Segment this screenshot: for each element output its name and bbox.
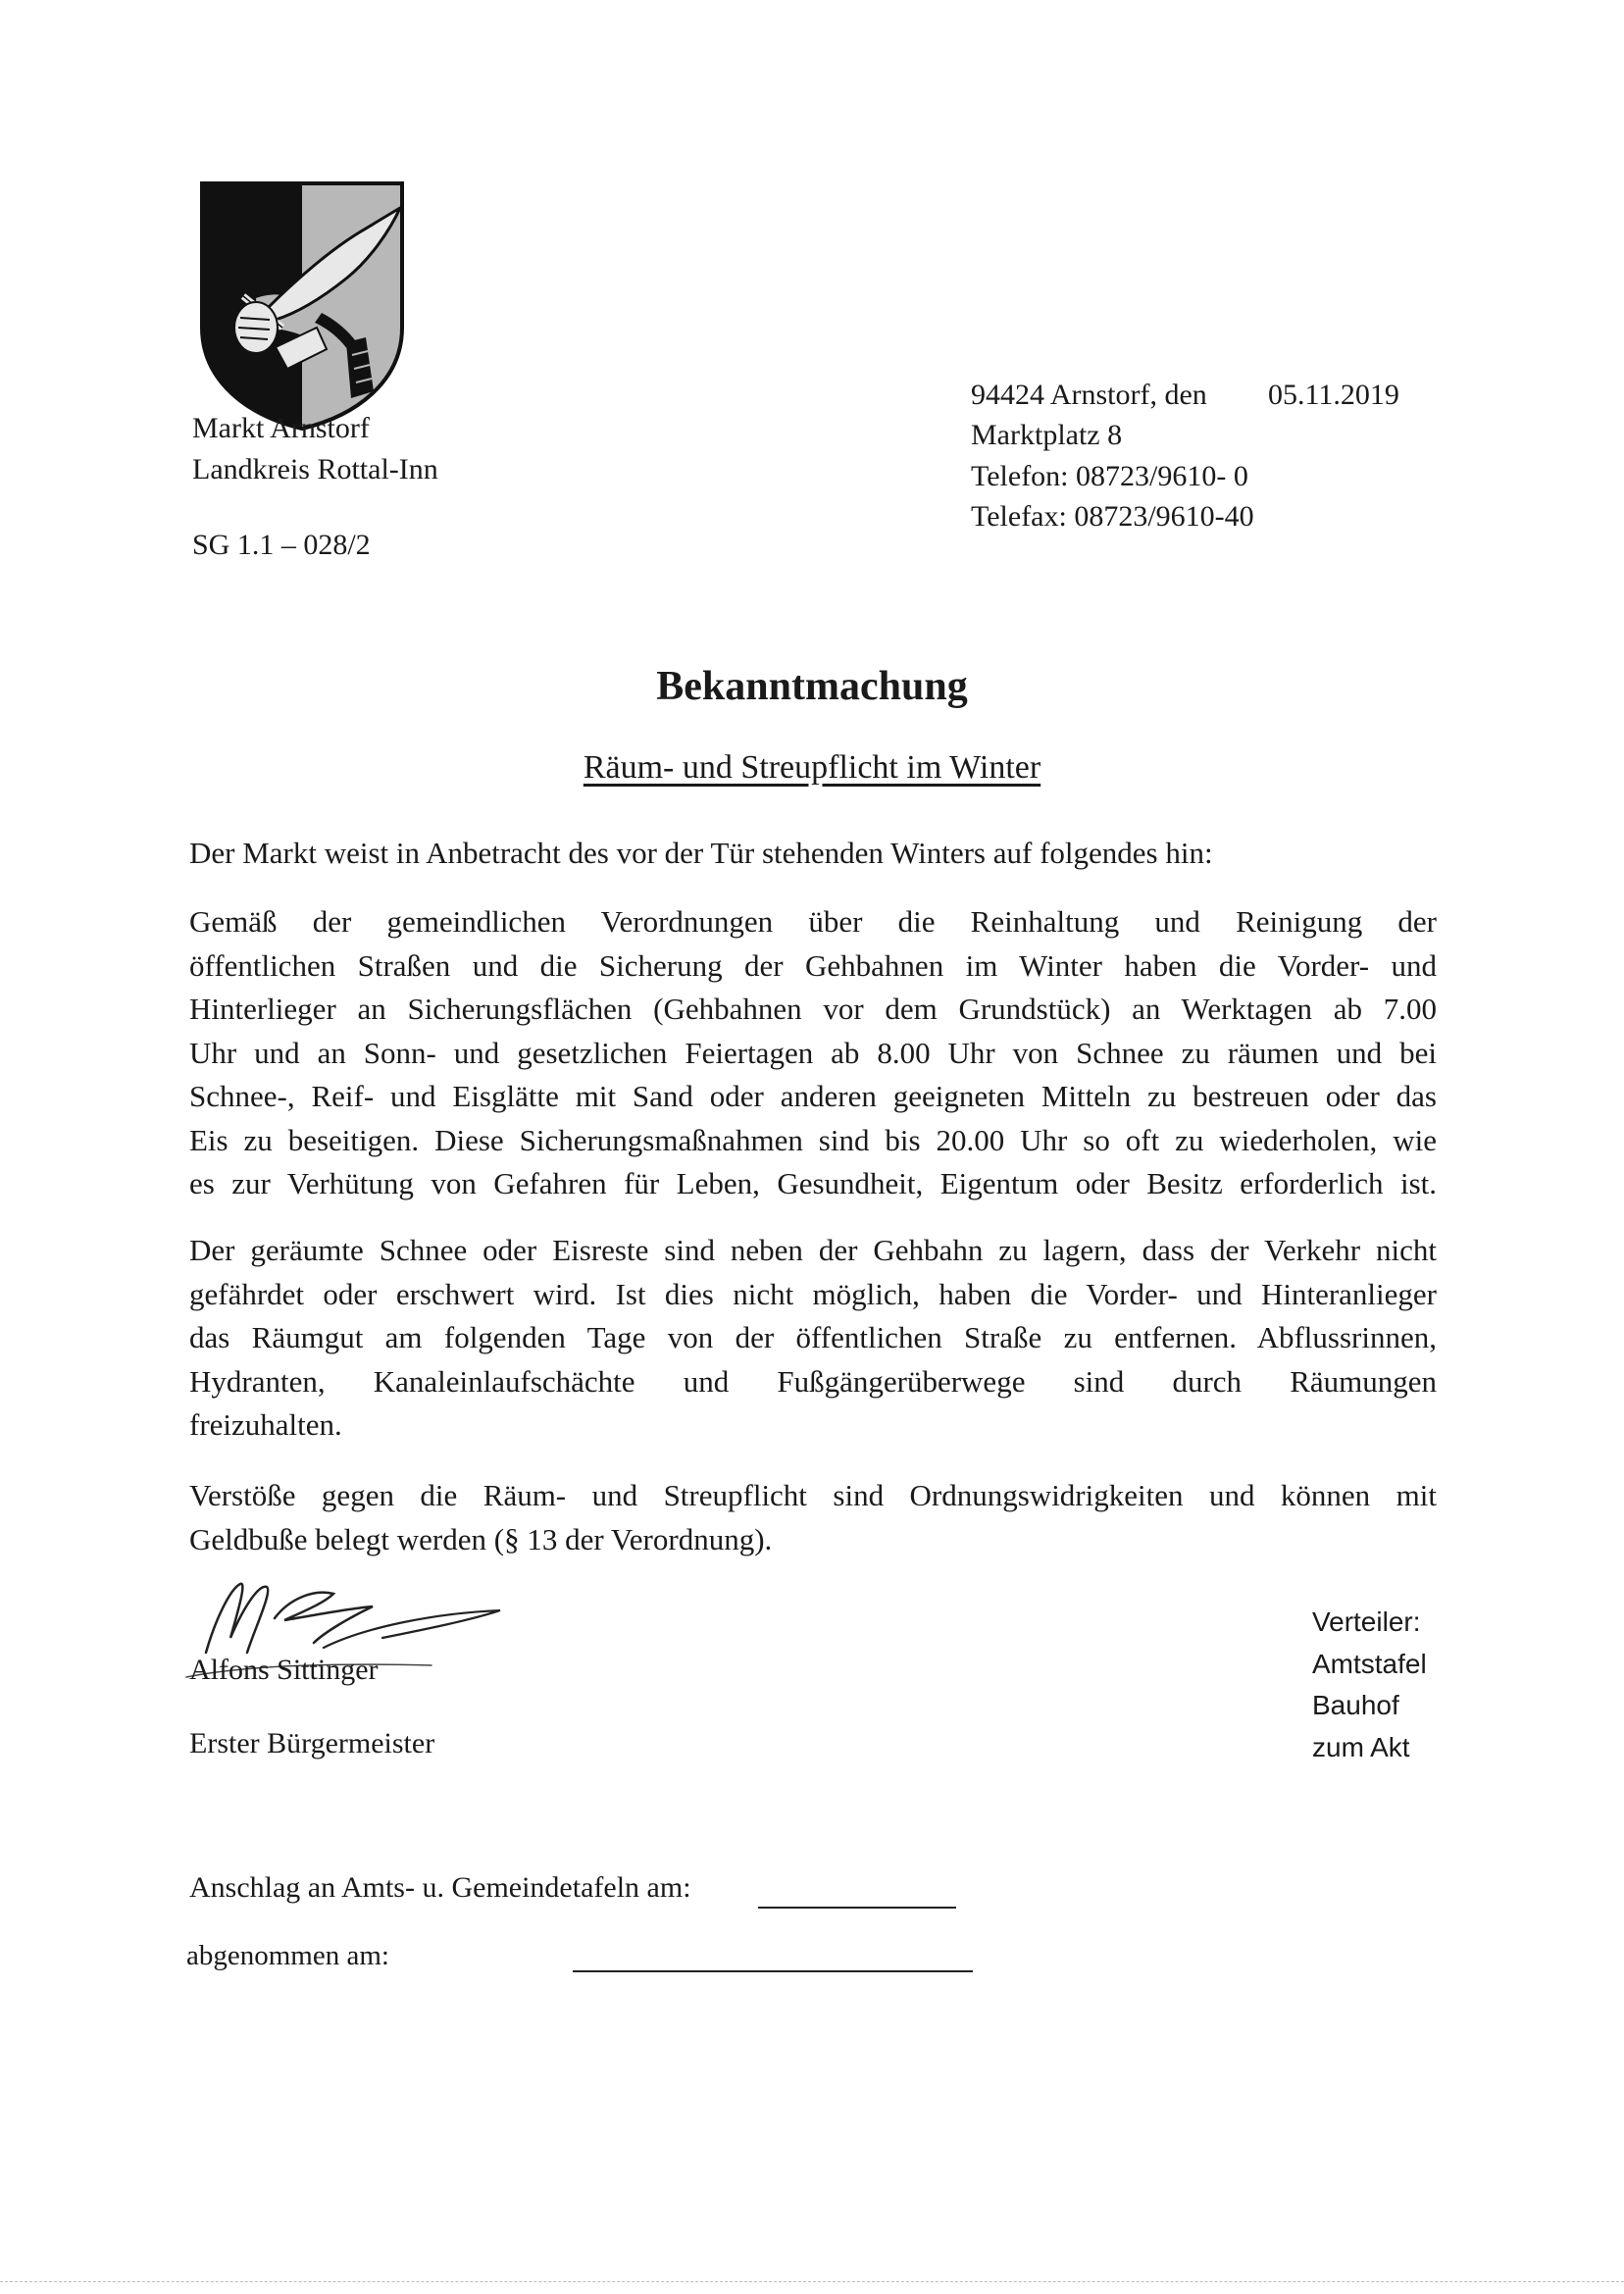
paragraph-line: öffentlichen Straßen und die Sicherung der Gehbahnen im Winter haben die Vorder- und [189, 947, 1437, 983]
paragraph-3 [189, 1474, 1437, 1561]
phone-number: Telefon: 08723/9610- 0 [971, 460, 1248, 492]
signatory-role: Erster Bürgermeister [189, 1727, 435, 1759]
place-date-prefix: 94424 Arnstorf, den [971, 379, 1207, 411]
coat-of-arms-logo [199, 180, 405, 432]
posted-date-blank[interactable] [758, 1907, 956, 1909]
paragraph-line: Uhr und an Sonn- und gesetzlichen Feiertagen ab 8.00 Uhr von Schnee zu räumen und bei [189, 1035, 1437, 1070]
removed-date-blank[interactable] [573, 1970, 973, 1972]
page-subtitle: Räum- und Streupflicht im Winter [583, 749, 1041, 786]
paragraph-line: gefährdet oder erschwert wird. Ist dies nicht möglich, haben die Vorder- und Hinteranlieger [189, 1276, 1437, 1311]
distribution-item: Amtstafel [1312, 1649, 1427, 1679]
distribution-item: zum Akt [1312, 1732, 1410, 1762]
signatory-name: Alfons Sittinger [189, 1654, 379, 1686]
paragraph-line: es zur Verhütung von Gefahren für Leben, Gesundheit, Eigentum oder Besitz erforderlich ist. [189, 1166, 1437, 1200]
distribution-item: Bauhof [1312, 1690, 1399, 1720]
reference-number: SG 1.1 – 028/2 [192, 529, 371, 561]
posted-label: Anschlag an Amts- u. Gemeindetafeln am: [189, 1871, 691, 1904]
street-address: Marktplatz 8 [971, 419, 1123, 451]
fax-number: Telefax: 08723/9610-40 [971, 500, 1254, 533]
paragraph-line: das Räumgut am folgenden Tage von der öffentlichen Straße zu entfernen. Abflussrinnen, [189, 1320, 1437, 1354]
paragraph-line: Verstöße gegen die Räum- und Streupflicht sind Ordnungswidrigkeiten und können mit [189, 1478, 1437, 1512]
paragraph-line: Der geräumte Schnee oder Eisreste sind neben der Gehbahn zu lagern, dass der Verkehr nicht [189, 1233, 1437, 1267]
intro-text: Der Markt weist in Anbetracht des vor der Tür stehenden Winters auf folgendes hin: [189, 836, 1213, 870]
paragraph-1 [189, 900, 1437, 1206]
org-name: Markt Arnstorf [192, 412, 370, 444]
paragraph-line: Gemäß der gemeindlichen Verordnungen über die Reinhaltung und Reinigung der [189, 904, 1437, 939]
document-date: 05.11.2019 [1268, 379, 1399, 411]
paragraph-line: Geldbuße belegt werden (§ 13 der Verordnung). [189, 1521, 773, 1556]
paragraph-line: Eis zu beseitigen. Diese Sicherungsmaßnahmen sind bis 20.00 Uhr so oft zu wiederholen, wie [189, 1122, 1437, 1157]
district-name: Landkreis Rottal-Inn [192, 453, 438, 485]
scan-edge-divider [0, 2281, 1624, 2282]
paragraph-line: freizuhalten. [189, 1407, 342, 1442]
distribution-heading: Verteiler: [1312, 1606, 1421, 1637]
paragraph-line: Schnee-, Reif- und Eisglätte mit Sand oder anderen geeigneten Mitteln zu bestreuen oder das [189, 1079, 1437, 1113]
paragraph-2 [189, 1229, 1437, 1448]
paragraph-line: Hinterlieger an Sicherungsflächen (Gehbahnen vor dem Grundstück) an Werktagen ab 7.00 [189, 992, 1437, 1026]
paragraph-line: Hydranten, Kanaleinlaufschächte und Fußgängerüberwege sind durch Räumungen [189, 1363, 1437, 1399]
removed-label: abgenommen am: [186, 1940, 389, 1971]
page-title: Bekanntmachung [656, 664, 968, 709]
